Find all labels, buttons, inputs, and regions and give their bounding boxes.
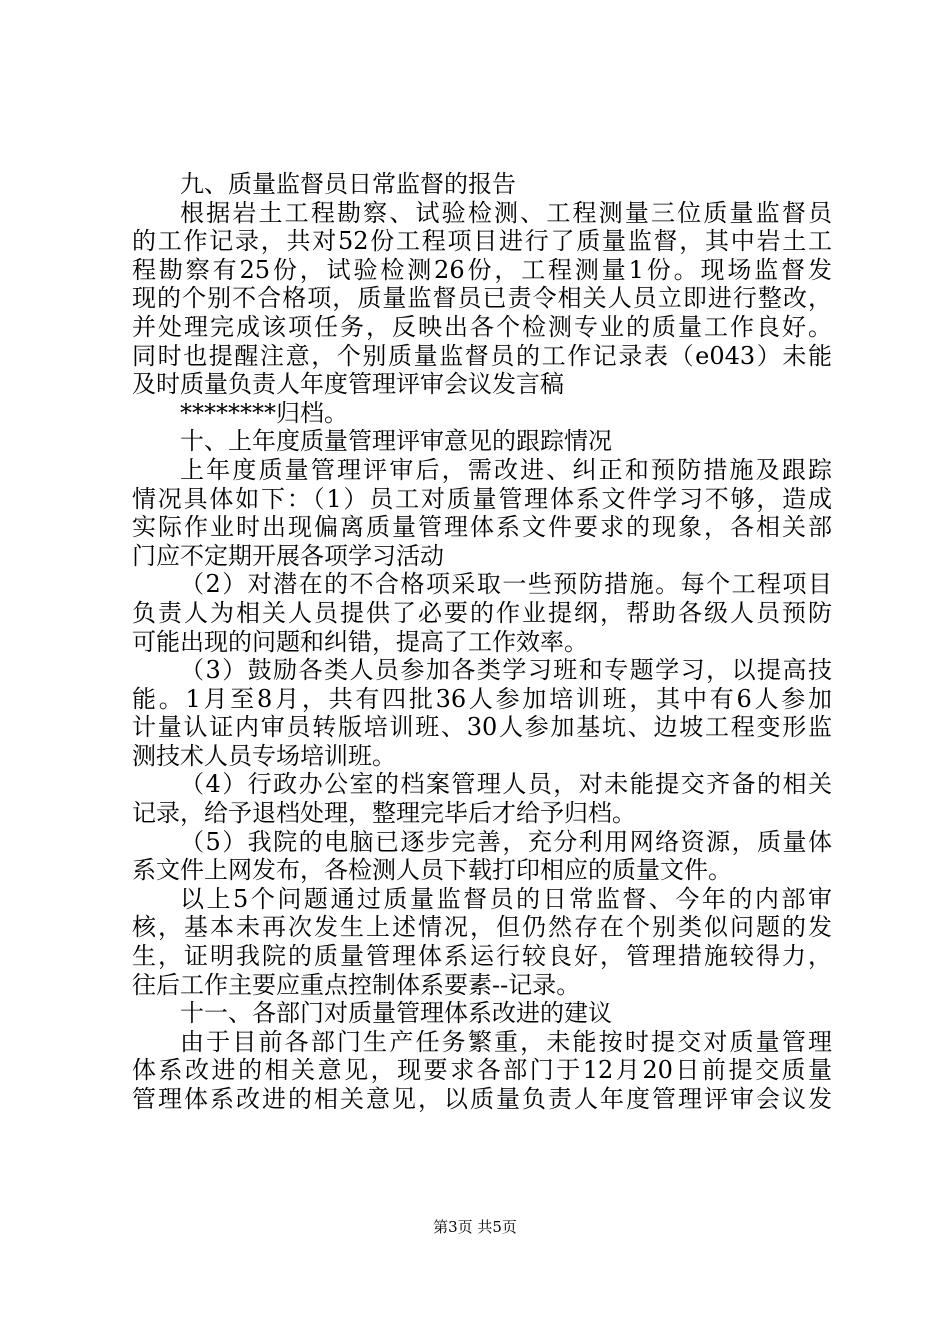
text-line-content: 门应不定期开展各项学习活动 (132, 541, 444, 570)
text-line-content: 现的个别不合格项，质量监督员已责令相关人员立即进行整改， (132, 284, 832, 313)
text-line (132, 227, 832, 256)
text-line-content: （2）对潜在的不合格项采取一些预防措施。每个工程项目 (180, 570, 832, 599)
text-line-content: （3）鼓励各类人员参加各类学习班和专题学习，以提高技 (180, 656, 832, 685)
text-line (132, 713, 832, 742)
text-line-content: 情况具体如下：（1）员工对质量管理体系文件学习不够，造成 (132, 484, 832, 513)
text-line (132, 885, 832, 914)
text-line (132, 513, 832, 542)
text-line (132, 828, 832, 857)
text-line-content: 核，基本未再次发生上述情况，但仍然存在个别类似问题的发 (132, 913, 832, 942)
text-line-content: （4）行政办公室的档案管理人员，对未能提交齐备的相关 (180, 770, 832, 799)
text-line-content: 测技术人员专场培训班。 (132, 741, 396, 770)
text-line-content: （5）我院的电脑已逐步完善，充分利用网络资源，质量体 (180, 827, 832, 856)
text-line-content: 以上5个问题通过质量监督员的日常监督、今年的内部审 (180, 884, 832, 913)
text-line (132, 856, 832, 885)
text-line (132, 599, 832, 628)
document-body (132, 170, 832, 1114)
text-line-content: 系文件上网发布，各检测人员下载打印相应的质量文件。 (132, 856, 732, 885)
text-line-content: 记录，给予退档处理，整理完毕后才给予归档。 (132, 799, 636, 828)
text-line (132, 742, 832, 771)
text-line-content: 由于目前各部门生产任务繁重，未能按时提交对质量管理 (180, 1027, 832, 1056)
text-line-content: 及时质量负责人年度管理评审会议发言稿 (132, 370, 564, 399)
text-line (132, 427, 832, 456)
text-line-content: ********归档。 (180, 398, 348, 427)
text-line (132, 1028, 832, 1057)
text-line-content: 负责人为相关人员提供了必要的作业提纲，帮助各级人员预防 (132, 598, 832, 627)
text-line-content: 十一、各部门对质量管理体系改进的建议 (180, 999, 612, 1028)
text-line (132, 542, 832, 571)
text-line (132, 913, 832, 942)
text-line (132, 570, 832, 599)
text-line (132, 485, 832, 514)
text-line-content: 十、上年度质量管理评审意见的跟踪情况 (180, 427, 612, 456)
text-line-content: 生，证明我院的质量管理体系运行较良好，管理措施较得力， (132, 942, 832, 971)
text-line-content: 并处理完成该项任务，反映出各个检测专业的质量工作良好。 (132, 312, 832, 341)
text-line (132, 342, 832, 371)
text-line (132, 656, 832, 685)
text-line-content: 的工作记录，共对52份工程项目进行了质量监督，其中岩土工 (132, 227, 832, 256)
text-line-content: 计量认证内审员转版培训班、30人参加基坑、边坡工程变形监 (132, 713, 832, 742)
text-line (132, 999, 832, 1028)
text-line (132, 284, 832, 313)
text-line (132, 942, 832, 971)
text-line (132, 1056, 832, 1085)
text-line-content: 可能出现的问题和纠错，提高了工作效率。 (132, 627, 588, 656)
text-line-content: 同时也提醒注意，个别质量监督员的工作记录表（e043）未能 (132, 341, 832, 370)
text-line (132, 256, 832, 285)
text-line-content: 体系改进的相关意见，现要求各部门于12月20日前提交质量 (132, 1056, 832, 1085)
text-line (132, 199, 832, 228)
text-line (132, 313, 832, 342)
text-line (132, 799, 832, 828)
text-line (132, 770, 832, 799)
text-line-content: 九、质量监督员日常监督的报告 (180, 170, 516, 198)
text-line (132, 456, 832, 485)
text-line-content: 能。1月至8月，共有四批36人参加培训班，其中有6人参加 (132, 684, 832, 713)
text-line-content: 管理体系改进的相关意见，以质量负责人年度管理评审会议发 (132, 1085, 832, 1113)
text-line (132, 370, 832, 399)
text-line-content: 实际作业时出现偏离质量管理体系文件要求的现象，各相关部 (132, 513, 832, 542)
text-line (132, 685, 832, 714)
page-footer: 第3页 共5页 (433, 1218, 517, 1236)
text-line (132, 628, 832, 657)
text-line (132, 1085, 832, 1114)
text-line (132, 971, 832, 1000)
text-line-content: 根据岩土工程勘察、试验检测、工程测量三位质量监督员 (180, 198, 832, 227)
text-line-content: 程勘察有25份，试验检测26份，工程测量1份。现场监督发 (132, 255, 832, 284)
text-line (132, 170, 832, 199)
text-line (132, 399, 832, 428)
text-line-content: 往后工作主要应重点控制体系要素--记录。 (132, 970, 581, 999)
text-line-content: 上年度质量管理评审后，需改进、纠正和预防措施及跟踪 (180, 455, 832, 484)
